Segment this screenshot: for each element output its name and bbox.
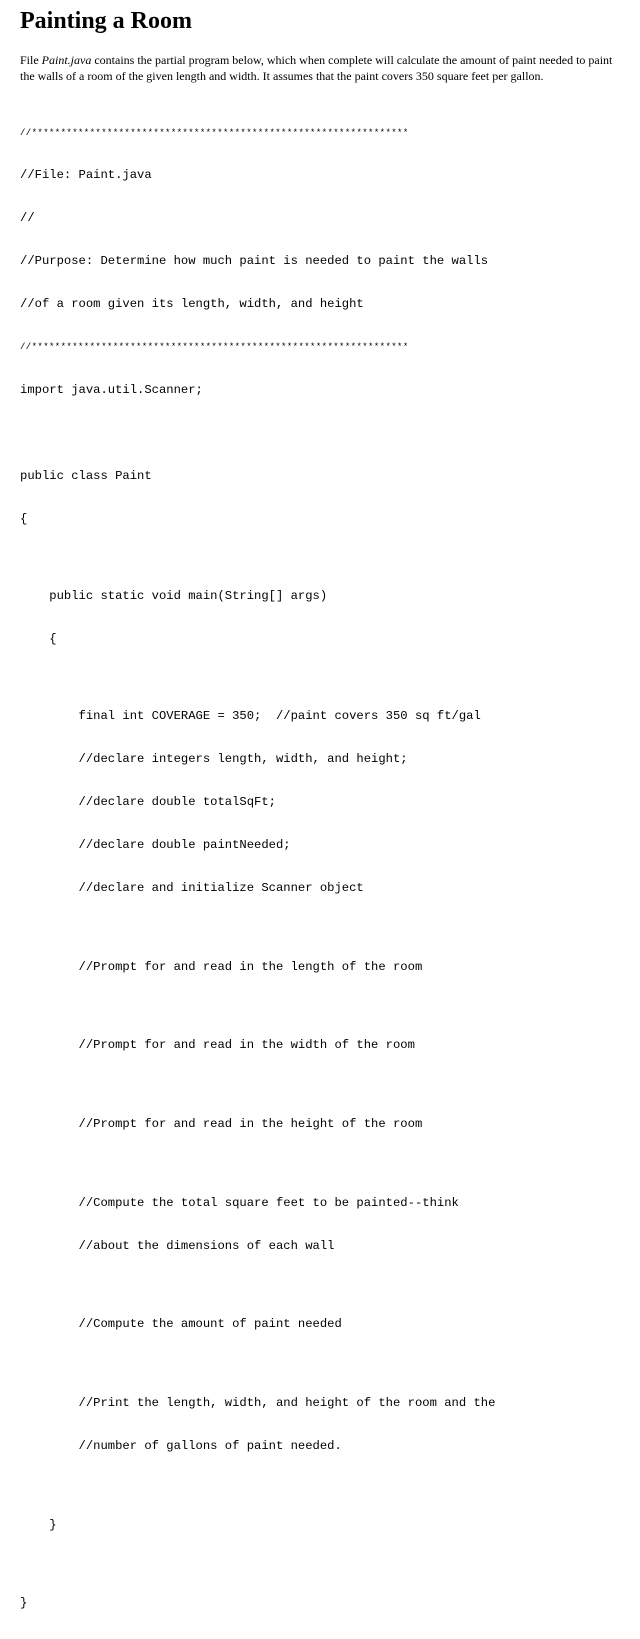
code-main-open-brace: { [20,631,57,646]
code-header-purpose-2: //of a room given its length, width, and height [20,297,364,312]
code-compute-total-1: //Compute the total square feet to be painted--think [20,1195,459,1210]
page-title: Painting a Room [20,8,193,34]
code-class-close-brace: } [20,1596,28,1611]
code-print-1: //Print the length, width, and height of the room and the [20,1395,496,1410]
code-compute-paint: //Compute the amount of paint needed [20,1317,342,1332]
code-compute-total-2: //about the dimensions of each wall [20,1238,335,1253]
intro-filename: Paint.java [41,53,92,67]
code-listing [20,97,495,1639]
code-import-line: import java.util.Scanner; [20,382,203,397]
code-declare-integers: //declare integers length, width, and height; [20,752,408,767]
code-prompt-height: //Prompt for and read in the height of the room [20,1117,423,1132]
code-class-open-brace: { [20,511,28,526]
intro-paragraph [20,53,640,84]
intro-line-2: the walls of a room of the given length and width. It assumes that the paint covers 350 square feet per gallon. [20,68,544,83]
code-declare-total: //declare double totalSqFt; [20,795,276,810]
code-header-blank: // [20,211,35,226]
intro-line1-rest: contains the partial program below, which when complete will calculate the amount of paint needed to paint [91,53,613,67]
code-prompt-width: //Prompt for and read in the width of the room [20,1038,415,1053]
code-class-declaration: public class Paint [20,468,152,483]
code-coverage-constant: final int COVERAGE = 350; //paint covers 350 sq ft/gal [20,709,481,724]
code-declare-scanner: //declare and initialize Scanner object [20,881,364,896]
intro-prefix: File [20,53,42,67]
intro-line-1 [20,53,640,69]
code-header-stars-bottom: //***************************************************************** [20,342,409,353]
code-declare-paint: //declare double paintNeeded; [20,838,291,853]
code-header-file: //File: Paint.java [20,168,152,183]
code-prompt-length: //Prompt for and read in the length of the room [20,959,423,974]
code-main-declaration: public static void main(String[] args) [20,589,328,604]
code-header-stars-top: //***************************************************************** [20,127,409,138]
code-main-close-brace: } [20,1517,57,1532]
code-print-2: //number of gallons of paint needed. [20,1438,342,1453]
code-header-purpose-1: //Purpose: Determine how much paint is needed to paint the walls [20,254,489,269]
